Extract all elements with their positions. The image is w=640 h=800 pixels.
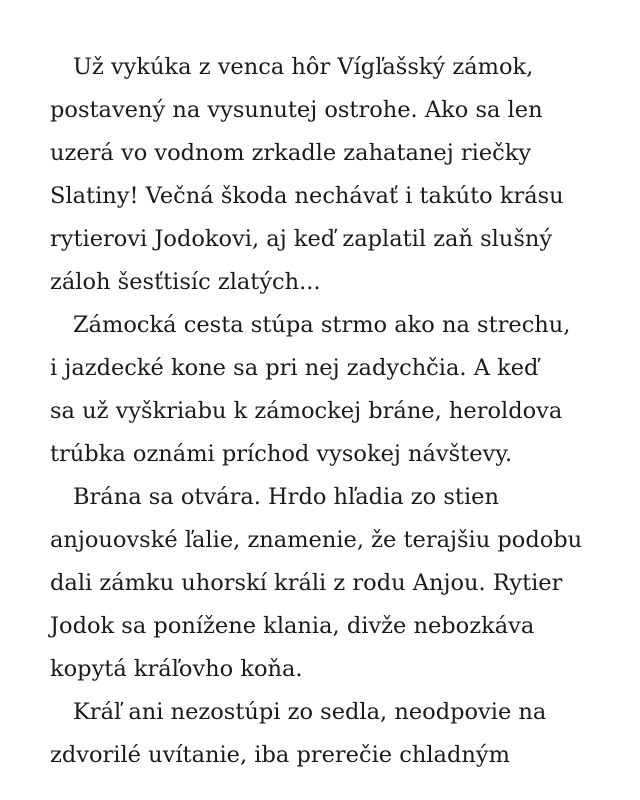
text-line: Kráľ ani nezostúpi zo sedla, neodpovie na <box>73 699 547 725</box>
paragraph-3 <box>50 476 610 691</box>
text-line: i jazdecké kone sa pri nej zadychčia. A keď <box>50 355 539 381</box>
text-line: Slatiny! Večná škoda nechávať i takúto krásu <box>50 183 564 209</box>
paragraph-1 <box>50 46 610 304</box>
text-line: záloh šesťtisíc zlatých... <box>50 269 321 295</box>
text-line: uzerá vo vodnom zrkadle zahatanej riečky <box>50 140 532 166</box>
text-line: Už vykúka z venca hôr Vígľašský zámok, <box>73 54 534 80</box>
paragraph-2 <box>50 304 610 476</box>
text-line: zdvorilé uvítanie, iba prerečie chladným <box>50 742 510 768</box>
text-line: anjouovské ľalie, znamenie, že terajšiu podobu <box>50 527 583 553</box>
text-line: dali zámku uhorskí králi z rodu Anjou. Rytier <box>50 570 563 596</box>
text-column <box>50 46 610 777</box>
text-line: Brána sa otvára. Hrdo hľadia zo stien <box>73 484 499 510</box>
text-line: postavený na vysunutej ostrohe. Ako sa len <box>50 97 543 123</box>
text-line: trúbka oznámi príchod vysokej návštevy. <box>50 441 513 467</box>
text-line: Zámocká cesta stúpa strmo ako na strechu, <box>73 312 571 338</box>
text-line: Jodok sa ponížene klania, divže nebozkáva <box>50 613 535 639</box>
text-line: kopytá kráľovho koňa. <box>50 656 303 682</box>
paragraph-4 <box>50 691 610 777</box>
text-line: rytierovi Jodokovi, aj keď zaplatil zaň slušný <box>50 226 553 252</box>
text-line: sa už vyškriabu k zámockej bráne, heroldova <box>50 398 563 424</box>
